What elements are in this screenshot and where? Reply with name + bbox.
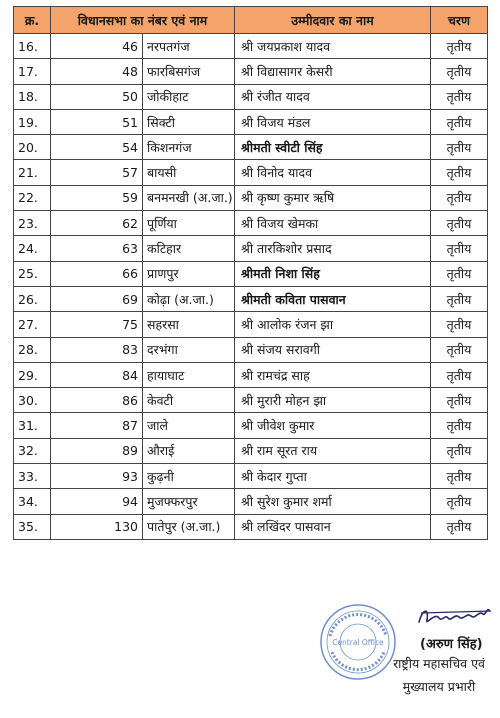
constituency-number-cell: 86 — [51, 388, 143, 413]
constituency-name-cell: बनमनखी (अ.जा.) — [143, 185, 235, 210]
constituency-number-cell: 46 — [51, 34, 143, 59]
table-row — [14, 286, 488, 311]
serial-cell: 26. — [14, 286, 51, 311]
candidate-name-cell: श्री सुरेश कुमार शर्मा — [235, 489, 431, 514]
constituency-name-cell: किशनगंज — [143, 135, 235, 160]
table-row — [14, 84, 488, 109]
candidate-name-cell: श्री तारकिशोर प्रसाद — [235, 236, 431, 261]
constituency-number-cell: 59 — [51, 185, 143, 210]
header-constituency: विधानसभा का नंबर एवं नाम — [51, 7, 235, 34]
constituency-number-cell: 48 — [51, 59, 143, 84]
phase-cell: तृतीय — [431, 362, 488, 387]
constituency-name-cell: फारबिसगंज — [143, 59, 235, 84]
constituency-number-cell: 57 — [51, 160, 143, 185]
table-header-row — [14, 7, 488, 34]
candidate-name-cell: श्री विनोद यादव — [235, 160, 431, 185]
signature — [415, 604, 495, 630]
candidate-table — [13, 6, 488, 540]
constituency-number-cell: 69 — [51, 286, 143, 311]
constituency-name-cell: जाले — [143, 413, 235, 438]
constituency-name-cell: पूर्णिया — [143, 211, 235, 236]
candidate-name-cell: श्रीमती स्वीटी सिंह — [235, 135, 431, 160]
title-line-1: राष्ट्रीय महासचिव एवं — [393, 656, 485, 671]
constituency-number-cell: 84 — [51, 362, 143, 387]
phase-cell: तृतीय — [431, 84, 488, 109]
table-row — [14, 413, 488, 438]
table-row — [14, 160, 488, 185]
candidate-name-cell: श्री केदार गुप्ता — [235, 464, 431, 489]
constituency-number-cell: 63 — [51, 236, 143, 261]
phase-cell: तृतीय — [431, 312, 488, 337]
constituency-number-cell: 89 — [51, 438, 143, 463]
table-row — [14, 337, 488, 362]
serial-cell: 23. — [14, 211, 51, 236]
header-phase: चरण — [431, 7, 488, 34]
table-row — [14, 438, 488, 463]
header-serial: क्र. — [14, 7, 51, 34]
serial-cell: 31. — [14, 413, 51, 438]
constituency-number-cell: 66 — [51, 261, 143, 286]
phase-cell: तृतीय — [431, 413, 488, 438]
table-row — [14, 312, 488, 337]
table-row — [14, 109, 488, 134]
constituency-number-cell: 93 — [51, 464, 143, 489]
serial-cell: 30. — [14, 388, 51, 413]
constituency-name-cell: केवटी — [143, 388, 235, 413]
candidate-name-cell: श्री लखिंदर पासवान — [235, 514, 431, 539]
phase-cell: तृतीय — [431, 160, 488, 185]
constituency-name-cell: जोकीहाट — [143, 84, 235, 109]
constituency-name-cell: नरपतगंज — [143, 34, 235, 59]
table-row — [14, 236, 488, 261]
serial-cell: 17. — [14, 59, 51, 84]
table-row — [14, 261, 488, 286]
candidate-name-cell: श्री राम सूरत राय — [235, 438, 431, 463]
serial-cell: 27. — [14, 312, 51, 337]
constituency-number-cell: 54 — [51, 135, 143, 160]
constituency-number-cell: 75 — [51, 312, 143, 337]
phase-cell: तृतीय — [431, 34, 488, 59]
candidate-name-cell: श्री जीवेश कुमार — [235, 413, 431, 438]
phase-cell: तृतीय — [431, 337, 488, 362]
table-row — [14, 489, 488, 514]
phase-cell: तृतीय — [431, 135, 488, 160]
phase-cell: तृतीय — [431, 236, 488, 261]
candidate-name-cell: श्रीमती कविता पासवान — [235, 286, 431, 311]
candidate-name-cell: श्रीमती निशा सिंह — [235, 261, 431, 286]
constituency-name-cell: मुजफ्फरपुर — [143, 489, 235, 514]
phase-cell: तृतीय — [431, 261, 488, 286]
table-row — [14, 211, 488, 236]
table-row — [14, 34, 488, 59]
serial-cell: 33. — [14, 464, 51, 489]
constituency-number-cell: 87 — [51, 413, 143, 438]
serial-cell: 22. — [14, 185, 51, 210]
serial-cell: 16. — [14, 34, 51, 59]
candidate-name-cell: श्री विजय मंडल — [235, 109, 431, 134]
phase-cell: तृतीय — [431, 514, 488, 539]
serial-cell: 29. — [14, 362, 51, 387]
constituency-name-cell: प्राणपुर — [143, 261, 235, 286]
constituency-name-cell: सहरसा — [143, 312, 235, 337]
candidate-name-cell: श्री कृष्ण कुमार ऋषि — [235, 185, 431, 210]
table-row — [14, 464, 488, 489]
constituency-name-cell: पातेपुर (अ.जा.) — [143, 514, 235, 539]
constituency-name-cell: कुढ़नी — [143, 464, 235, 489]
candidate-name-cell: श्री रंजीत यादव — [235, 84, 431, 109]
constituency-name-cell: कटिहार — [143, 236, 235, 261]
constituency-number-cell: 83 — [51, 337, 143, 362]
phase-cell: तृतीय — [431, 211, 488, 236]
serial-cell: 19. — [14, 109, 51, 134]
table-row — [14, 185, 488, 210]
candidate-name-cell: श्री विजय खेमका — [235, 211, 431, 236]
title-line-2: मुख्यालय प्रभारी — [402, 679, 476, 694]
constituency-name-cell: कोढ़ा (अ.जा.) — [143, 286, 235, 311]
constituency-name-cell: दरभंगा — [143, 337, 235, 362]
signatory-name: (अरुण सिंह) — [420, 637, 483, 652]
header-candidate: उम्मीदवार का नाम — [235, 7, 431, 34]
constituency-name-cell: हायाघाट — [143, 362, 235, 387]
serial-cell: 34. — [14, 489, 51, 514]
seal-text: Central Office — [332, 638, 384, 647]
phase-cell: तृतीय — [431, 438, 488, 463]
candidate-name-cell: श्री विद्यासागर केसरी — [235, 59, 431, 84]
phase-cell: तृतीय — [431, 388, 488, 413]
candidate-name-cell: श्री रामचंद्र साह — [235, 362, 431, 387]
phase-cell: तृतीय — [431, 59, 488, 84]
serial-cell: 25. — [14, 261, 51, 286]
phase-cell: तृतीय — [431, 109, 488, 134]
constituency-name-cell: सिक्टी — [143, 109, 235, 134]
candidate-name-cell: श्री संजय सरावगी — [235, 337, 431, 362]
signatory-title — [380, 652, 498, 698]
phase-cell: तृतीय — [431, 185, 488, 210]
candidate-name-cell: श्री मुरारी मोहन झा — [235, 388, 431, 413]
table-row — [14, 59, 488, 84]
constituency-name-cell: बायसी — [143, 160, 235, 185]
serial-cell: 32. — [14, 438, 51, 463]
serial-cell: 21. — [14, 160, 51, 185]
constituency-number-cell: 50 — [51, 84, 143, 109]
phase-cell: तृतीय — [431, 286, 488, 311]
phase-cell: तृतीय — [431, 464, 488, 489]
phase-cell: तृतीय — [431, 489, 488, 514]
constituency-number-cell: 51 — [51, 109, 143, 134]
table-row — [14, 388, 488, 413]
table-body — [14, 34, 488, 540]
table-row — [14, 135, 488, 160]
constituency-name-cell: औराई — [143, 438, 235, 463]
serial-cell: 18. — [14, 84, 51, 109]
table-row — [14, 514, 488, 539]
candidate-name-cell: श्री जयप्रकाश यादव — [235, 34, 431, 59]
constituency-number-cell: 130 — [51, 514, 143, 539]
candidate-name-cell: श्री आलोक रंजन झा — [235, 312, 431, 337]
serial-cell: 24. — [14, 236, 51, 261]
serial-cell: 35. — [14, 514, 51, 539]
table-row — [14, 362, 488, 387]
serial-cell: 20. — [14, 135, 51, 160]
serial-cell: 28. — [14, 337, 51, 362]
constituency-number-cell: 62 — [51, 211, 143, 236]
constituency-number-cell: 94 — [51, 489, 143, 514]
